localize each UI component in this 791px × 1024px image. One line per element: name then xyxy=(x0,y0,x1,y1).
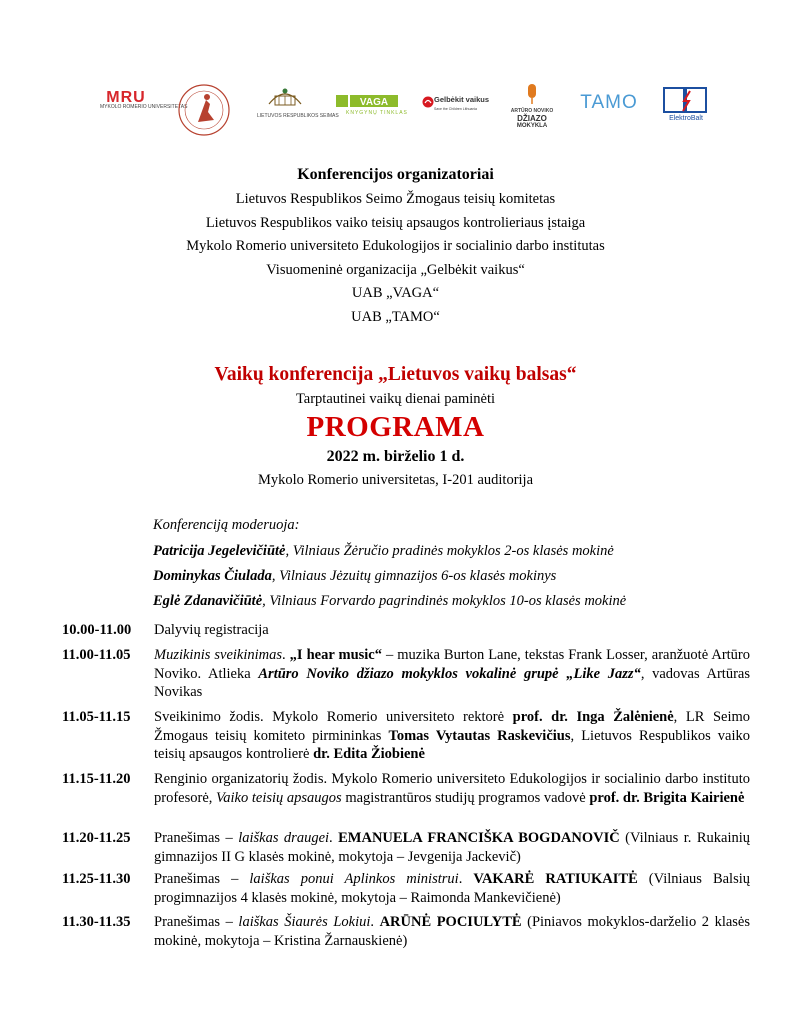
schedule-text-run: dr. Edita Žiobienė xyxy=(313,746,425,762)
schedule-text-run: Muzikinis sveikinimas xyxy=(154,647,283,663)
organizer-line: Lietuvos Respublikos vaiko teisių apsaugos kontrolieriaus įstaiga xyxy=(205,214,586,231)
gelbekit-sub: Save the Children Lithuania xyxy=(434,107,478,111)
organizer-line: Lietuvos Respublikos Seimo Žmogaus teisių komitetas xyxy=(235,191,556,207)
vaga-sub: KNYGYNŲ TINKLAS xyxy=(346,110,408,116)
schedule-text-run: Dalyvių registracija xyxy=(154,622,269,638)
seimas-caption: LIETUVOS RESPUBLIKOS SEIMAS xyxy=(257,113,339,119)
schedule-time: 11.15-11.20 xyxy=(62,771,131,787)
schedule-text-run: VAKARĖ RATIUKAITĖ xyxy=(473,871,638,887)
schedule-text-run: Tomas Vytautas Raskevičius xyxy=(388,727,571,744)
schedule-text-run: prof. dr. Inga Žalėnienė xyxy=(512,709,674,725)
sponsor-logos xyxy=(0,82,791,142)
schedule-text-run: . xyxy=(329,830,339,846)
schedule-text-run: magistrantūros studijų programos vadovė xyxy=(341,789,590,806)
svg-text:MRU: MRU xyxy=(106,89,146,106)
schedule-time: 11.00-11.05 xyxy=(62,647,131,663)
gelbekit-caption: Gelbėkit vaikus xyxy=(434,95,490,104)
tamo-wordmark: TAMO xyxy=(580,92,638,113)
organizer-line: Visuomeninė organizacija „Gelbėkit vaikus“ xyxy=(266,261,525,278)
schedule-text-run: Artūro Noviko džiazo mokyklos vokalinė grupė „Like Jazz“ xyxy=(258,665,641,682)
vaiko-teisiu-seal-logo xyxy=(176,82,232,140)
schedule-text-run: laiškas draugei xyxy=(238,830,330,846)
moderator-name: Patricija Jegelevičiūtė xyxy=(153,543,286,559)
schedule-description xyxy=(154,870,750,907)
moderators-intro: Konferenciją moderuoja: xyxy=(153,517,300,533)
schedule-text-run: Renginio organizatorių žodis. Mykolo Romerio universiteto Edukologijos ir socialinio darbo instituto profesorė, xyxy=(154,771,750,806)
organizer-line: Mykolo Romerio universiteto Edukologijos ir socialinio darbo institutas xyxy=(186,238,605,254)
seimas-crest-logo xyxy=(257,82,339,140)
schedule-text-run: ARŪNĖ POCIULYTĖ xyxy=(379,914,522,930)
tamo-logo xyxy=(577,92,641,150)
moderator-item xyxy=(153,593,626,610)
schedule-description xyxy=(154,829,750,866)
conference-title: Vaikų konferencija „Lietuvos vaikų balsas“ xyxy=(214,364,577,385)
schedule-description xyxy=(154,646,750,702)
schedule-text-run: Sveikinimo žodis. Mykolo Romerio universiteto rektorė xyxy=(154,709,513,725)
vaga-wordmark: VAGA xyxy=(359,97,389,108)
schedule-description xyxy=(154,621,750,640)
moderator-desc: , Vilniaus Žėručio pradinės mokyklos 2-os klasės mokinė xyxy=(285,543,614,559)
schedule-description xyxy=(154,770,750,807)
schedule-text-run: – muzika Burton Lane, tekstas Frank Losser, aranžuotė Artūro Noviko. Atlieka xyxy=(154,647,751,682)
schedule-description xyxy=(154,708,750,764)
elektrobalt-caption: ElektroBalt xyxy=(669,115,703,122)
organizer-line: UAB „TAMO“ xyxy=(351,308,440,325)
schedule-text-run: laiškas ponui Aplinkos ministrui xyxy=(249,871,459,887)
elektrobalt-logo xyxy=(662,86,710,144)
schedule-text-run: . xyxy=(282,647,290,663)
schedule-text-run: Pranešimas – xyxy=(154,871,250,887)
schedule-text-run: (Vilniaus r. Rukainių gimnazijos II G klasės mokinė, mokytoja – Jevgenija Jackevič) xyxy=(154,830,750,865)
schedule-time: 10.00-11.00 xyxy=(62,622,132,638)
schedule-text-run: , LR Seimo Žmogaus teisių komiteto pirmininkas xyxy=(154,709,750,744)
mru-logo xyxy=(100,82,188,140)
moderator-name: Eglė Zdanavičiūtė xyxy=(153,593,263,609)
schedule-time: 11.20-11.25 xyxy=(62,830,131,846)
moderator-desc: , Vilniaus Forvardo pagrindinės mokyklos 10-os klasės mokinė xyxy=(262,593,627,609)
schedule-text-run: Pranešimas – xyxy=(154,830,239,846)
schedule-text-run: prof. dr. Brigita Kairienė xyxy=(589,789,745,806)
schedule-description xyxy=(154,913,750,950)
mru-caption: MYKOLO ROMERIO UNIVERSITETAS xyxy=(100,104,188,110)
organizers-title: Konferencijos organizatoriai xyxy=(297,166,494,183)
vaga-logo xyxy=(336,94,408,152)
conference-date: 2022 m. birželio 1 d. xyxy=(326,448,465,465)
organizers-list xyxy=(0,188,791,329)
arturo-caption-2: DŽIAZO xyxy=(517,114,547,123)
moderator-item xyxy=(153,543,614,560)
schedule-text-run: EMANUELA FRANCIŠKA BOGDANOVIČ xyxy=(338,830,620,846)
schedule-text-run: , vadovas Artūras Novikas xyxy=(154,665,750,700)
arturo-caption-3: MOKYKLA xyxy=(516,123,548,129)
conference-subtitle: Tarptautinei vaikų dienai paminėti xyxy=(295,391,496,407)
schedule-text-run: Pranešimas – xyxy=(154,914,239,930)
schedule-text-run: (Vilniaus Balsių progimnazijos 4 klasės mokinė, mokytoja – Raimonda Mankevičienė) xyxy=(154,871,751,906)
gelbekit-vaikus-logo xyxy=(422,95,490,154)
moderator-name: Dominykas Čiulada xyxy=(153,568,272,584)
schedule-time: 11.25-11.30 xyxy=(62,871,131,887)
arturo-noviko-dziazo-mokykla-logo xyxy=(510,82,554,140)
conference-venue: Mykolo Romerio universitetas, I-201 auditorija xyxy=(257,472,534,488)
schedule-text-run: . xyxy=(458,871,474,887)
arturo-caption: ARTŪRO NOVIKO xyxy=(510,108,554,114)
schedule-text-run: Vaiko teisių apsaugos xyxy=(216,789,342,806)
schedule-time: 11.05-11.15 xyxy=(62,709,131,725)
moderator-desc: , Vilniaus Jėzuitų gimnazijos 6-os klasės mokinys xyxy=(271,568,557,584)
organizer-line: UAB „VAGA“ xyxy=(351,285,440,301)
program-heading: PROGRAMA xyxy=(306,411,485,443)
schedule-text-run: , Lietuvos Respublikos vaiko teisių apsaugos kontrolierė xyxy=(154,727,750,762)
schedule-text-run: laiškas Šiaurės Lokiui xyxy=(238,914,371,930)
schedule-time: 11.30-11.35 xyxy=(62,914,131,930)
moderator-item xyxy=(153,568,556,585)
schedule-text-run: „I hear music“ xyxy=(289,647,382,663)
schedule-text-run: . xyxy=(370,914,380,930)
schedule-text-run: (Piniavos mokyklos-darželio 2 klasės mokinė, mokytoja – Kristina Žarnauskienė) xyxy=(154,914,751,949)
